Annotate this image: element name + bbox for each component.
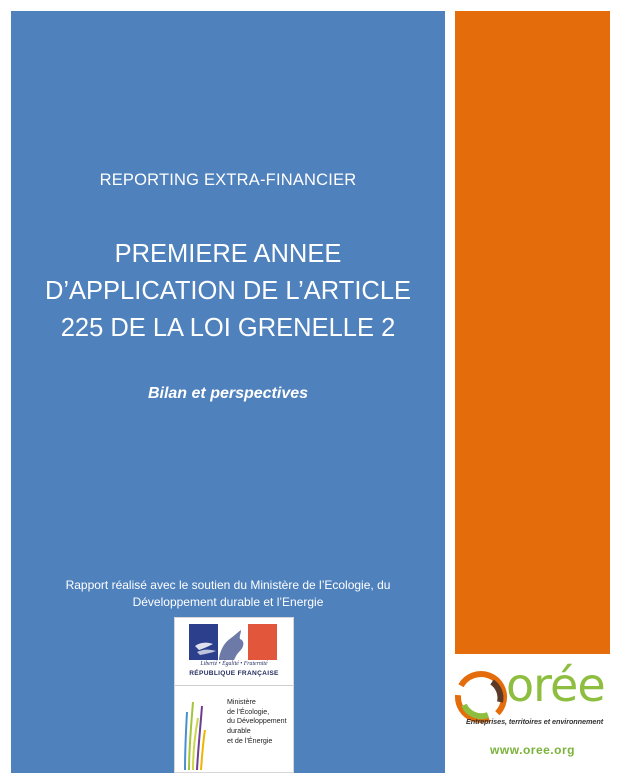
report-title-line-2: D’APPLICATION DE L’ARTICLE	[44, 277, 412, 305]
ministry-name-line-5: et de l’Énergie	[227, 736, 273, 745]
report-title-line-3: 225 DE LA LOI GRENELLE 2	[60, 314, 396, 342]
ministry-stripes-icon	[181, 690, 207, 770]
support-note	[31, 577, 425, 611]
ministry-name-line-3: du Développement	[227, 717, 287, 726]
blue-cover-panel	[11, 11, 445, 773]
logo-divider	[175, 685, 293, 686]
orange-side-panel	[455, 11, 610, 654]
ministry-name-line-4: durable	[227, 727, 251, 736]
report-title-line-1: PREMIERE ANNEE	[114, 240, 342, 268]
republique-francaise-label: RÉPUBLIQUE FRANÇAISE	[189, 670, 279, 677]
support-note-line-2: Développement durable et l’Energie	[132, 595, 324, 609]
report-supertitle: REPORTING EXTRA-FINANCIER	[99, 171, 357, 189]
oree-logo	[452, 658, 610, 750]
marianne-icon	[189, 624, 277, 660]
oree-tagline: Entreprises, territoires et environnement	[466, 717, 604, 726]
report-title	[11, 236, 445, 347]
report-subtitle: Bilan et perspectives	[147, 385, 309, 402]
ministry-logo	[174, 617, 294, 773]
oree-website-link[interactable]: www.oree.org	[490, 743, 575, 757]
republic-motto: Liberté • Égalité • Fraternité	[200, 661, 268, 667]
ministry-name-line-1: Ministère	[227, 698, 256, 706]
oree-circle-icon	[454, 670, 508, 724]
ministry-name-line-2: de l’Écologie,	[227, 707, 270, 716]
oree-wordmark: orée	[506, 658, 605, 712]
support-note-line-1: Rapport réalisé avec le soutien du Ministère de l’Ecologie, du	[65, 578, 391, 592]
ministry-name	[227, 698, 291, 747]
